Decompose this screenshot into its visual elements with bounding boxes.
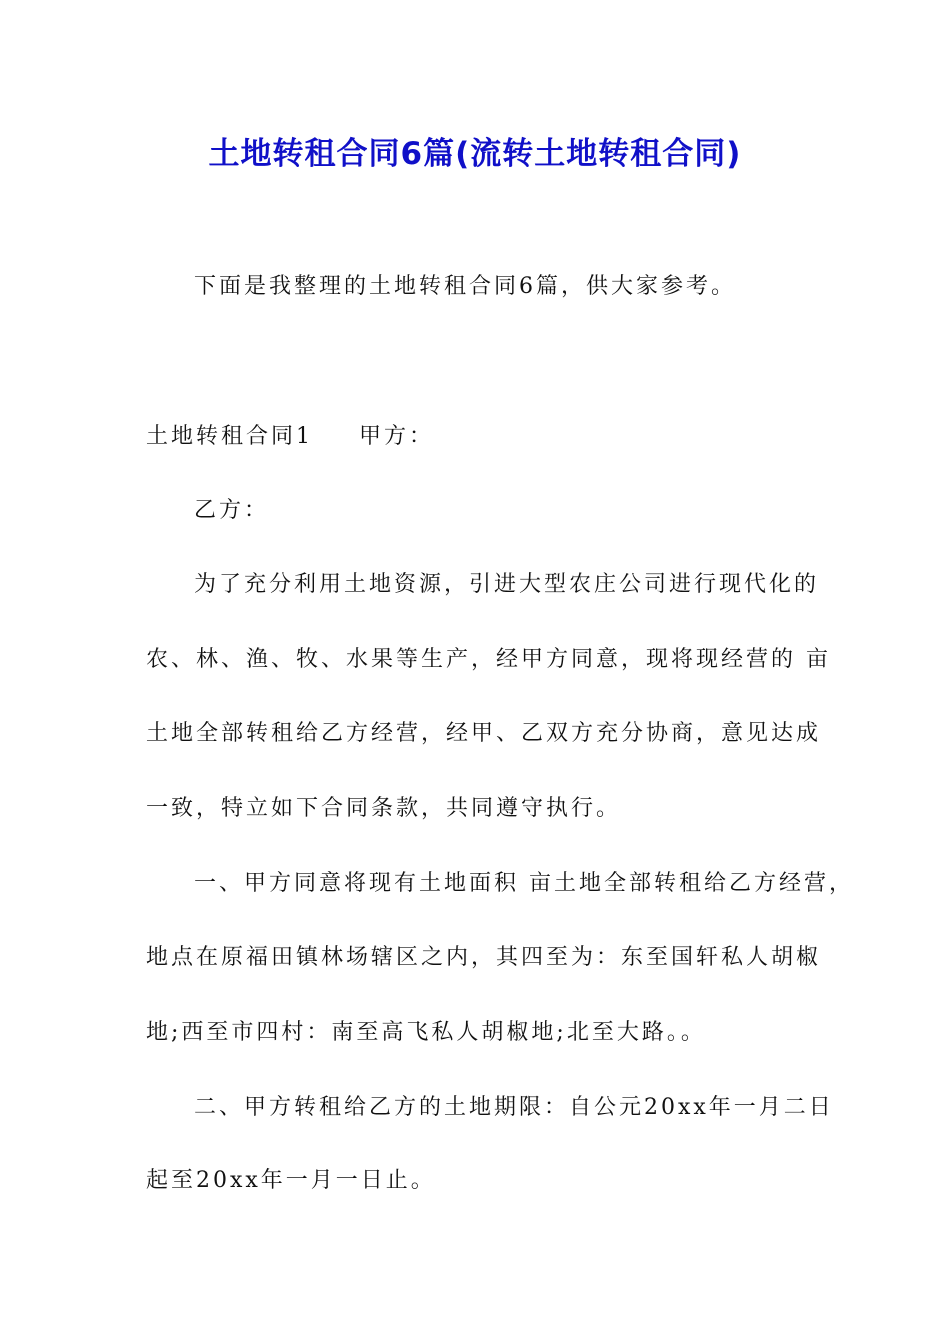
document-title: 土地转租合同6篇(流转土地转租合同) [208,136,742,172]
paragraph-line: 土地全部转租给乙方经营，经甲、乙双方充分协商，意见达成 [146,721,822,746]
paragraph-line: 一致，特立如下合同条款，共同遵守执行。 [146,796,622,821]
party-a-label: 甲方： [359,424,435,449]
section-heading-row [146,422,434,452]
paragraph-line: 二、甲方转租给乙方的土地期限：自公元20xx年一月二日 [194,1095,834,1120]
paragraph-line: 地;西至市四村：南至高飞私人胡椒地;北至大路。。 [146,1020,706,1045]
paragraph-line: 一、甲方同意将现有土地面积 亩土地全部转租给乙方经营， [194,871,854,896]
intro-paragraph: 下面是我整理的土地转租合同6篇，供大家参考。 [194,274,736,299]
paragraph-line: 起至20xx年一月一日止。 [146,1168,436,1193]
paragraph-line: 为了充分利用土地资源，引进大型农庄公司进行现代化的 [194,572,820,597]
section-heading: 土地转租合同1 [146,424,313,449]
party-b-label: 乙方： [194,498,270,523]
paragraph-line: 地点在原福田镇林场辖区之内，其四至为：东至国轩私人胡椒 [146,945,822,970]
paragraph-line: 农、林、渔、牧、水果等生产，经甲方同意，现将现经营的 亩 [146,647,831,672]
